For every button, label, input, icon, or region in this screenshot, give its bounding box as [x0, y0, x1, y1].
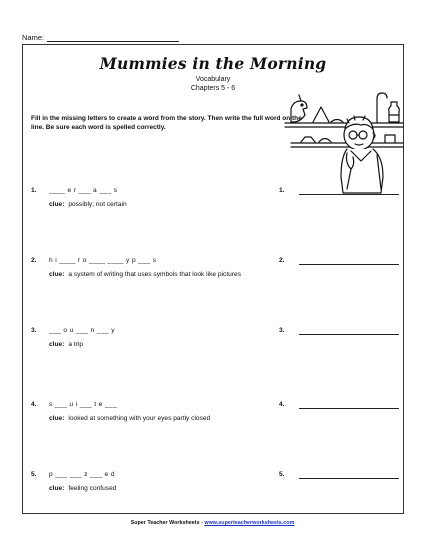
clue [49, 271, 241, 278]
clue [49, 201, 127, 208]
word-pattern: ____ e r ___ a ___ s [49, 187, 118, 194]
clue-text: looked at something with your eyes partly closed [68, 415, 211, 422]
word-pattern: p ___ ___ z ___ e d [49, 471, 115, 478]
clue-label: clue: [49, 415, 65, 422]
clue-text: a system of writing that uses symbols that look like pictures [68, 271, 241, 278]
word-pattern: s ___ u i ___ t e ___ [49, 401, 118, 408]
name-label: Name: [22, 33, 45, 42]
answer-number: 5. [279, 471, 285, 478]
instructions: Fill in the missing letters to create a word from the story. Then write the full word on the line. Be sure each word is spelled correctly. [31, 115, 302, 131]
name-line[interactable] [47, 34, 179, 42]
answer-line[interactable] [299, 194, 399, 195]
answer-number: 4. [279, 401, 285, 408]
footer-brand: Super Teacher Worksheets [130, 520, 200, 526]
clue [49, 485, 116, 492]
word-pattern: h i ____ r o ____ ____ y p ___ s [49, 257, 157, 264]
vocabulary-item-1 [31, 187, 401, 217]
footer [0, 520, 425, 526]
answer-line[interactable] [299, 478, 399, 479]
answer-number: 3. [279, 327, 285, 334]
answer-number: 1. [279, 187, 285, 194]
clue-label: clue: [49, 271, 65, 278]
answer-line[interactable] [299, 264, 399, 265]
clue-label: clue: [49, 341, 65, 348]
word-pattern: ___ o u ___ n ___ y [49, 327, 115, 334]
answer-number: 2. [279, 257, 285, 264]
clue [49, 415, 210, 422]
item-number: 1. [31, 187, 37, 194]
item-number: 5. [31, 471, 37, 478]
vocabulary-item-3 [31, 327, 401, 357]
footer-separator: - [199, 520, 205, 526]
clue-label: clue: [49, 485, 65, 492]
answer-line[interactable] [299, 408, 399, 409]
vocabulary-item-4 [31, 401, 401, 431]
item-number: 2. [31, 257, 37, 264]
subtitle-chapters: Chapters 5 - 6 [190, 85, 236, 92]
clue-label: clue: [49, 201, 65, 208]
footer-url-link[interactable]: www.superteacherworksheets.com [204, 520, 295, 526]
clue [49, 341, 83, 348]
clue-text: feeling confused [68, 485, 117, 492]
worksheet-frame [22, 44, 404, 514]
subtitle-vocabulary: Vocabulary [195, 76, 231, 83]
boy-with-museum-artifacts-illustration [281, 65, 406, 200]
answer-line[interactable] [299, 334, 399, 335]
clue-text: possibly; not certain [68, 201, 127, 208]
name-row [22, 33, 179, 42]
vocabulary-item-2 [31, 257, 401, 287]
vocabulary-item-5 [31, 471, 401, 501]
worksheet-title: Mummies in the Morning [99, 54, 327, 73]
item-number: 4. [31, 401, 37, 408]
item-number: 3. [31, 327, 37, 334]
clue-text: a trip [68, 341, 84, 348]
